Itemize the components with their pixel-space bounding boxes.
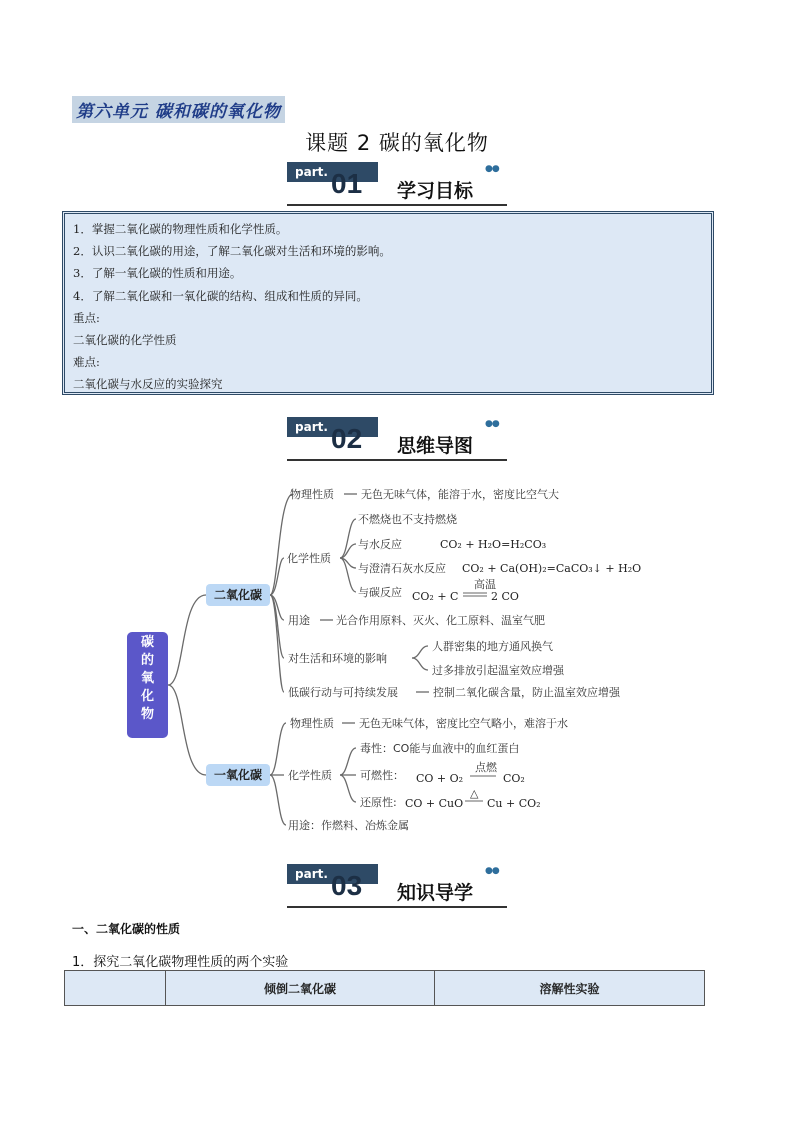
goal-line: 3．了解一氧化碳的性质和用途。 xyxy=(73,266,242,281)
root-node-char: 氧 xyxy=(140,671,155,686)
mind-map xyxy=(0,470,794,845)
co-use: 用途：作燃料、冶炼金属 xyxy=(288,819,409,832)
part-banner-03 xyxy=(287,864,507,908)
part-number: 03 xyxy=(331,870,363,901)
part-number: 02 xyxy=(331,423,363,454)
eq-co-reduce-left: CO + CuO xyxy=(405,797,464,810)
co2-impact-item: 人群密集的地方通风换气 xyxy=(432,640,553,653)
co2-physical-label: 物理性质 xyxy=(290,488,334,501)
co2-use-desc: 光合作用原料、灭火、化工原料、温室气肥 xyxy=(336,614,545,627)
goal-line: 4．了解二氧化碳和一氧化碳的结构、组成和性质的异同。 xyxy=(73,288,368,303)
co2-physical-desc: 无色无味气体，能溶于水，密度比空气大 xyxy=(361,488,559,501)
co-node-label: 一氧化碳 xyxy=(213,768,263,782)
co2-lowcarbon-label: 低碳行动与可持续发展 xyxy=(288,686,398,699)
eq-co-burn-cond: 点燃 xyxy=(475,761,497,774)
eq-co2-water: CO₂ + H₂O=H₂CO₃ xyxy=(440,538,547,551)
section-subheading: 1．探究二氧化碳物理性质的两个实验 xyxy=(72,955,289,970)
co-physical-desc: 无色无味气体，密度比空气略小，难溶于水 xyxy=(359,717,568,730)
root-node-char: 物 xyxy=(140,707,155,722)
eq-co2-carbon-left: CO₂ + C xyxy=(412,590,459,603)
part-banner-02 xyxy=(287,417,507,461)
part-banner-01 xyxy=(287,162,507,206)
root-node-char: 的 xyxy=(140,653,155,668)
co-flammable: 可燃性： xyxy=(360,769,404,782)
goal-line: 二氧化碳与水反应的实验探究 xyxy=(73,377,223,392)
co2-node-label: 二氧化碳 xyxy=(213,588,263,602)
root-node-char: 碳 xyxy=(140,635,155,650)
eq-co2-carbon-cond: 高温 xyxy=(474,578,496,591)
part-name: 知识导学 xyxy=(397,882,474,904)
co2-use-label: 用途 xyxy=(288,614,310,627)
eq-co2-carbon-right: 2 CO xyxy=(491,590,519,603)
table-row xyxy=(65,971,705,1006)
goal-line: 二氧化碳的化学性质 xyxy=(73,333,177,348)
co-physical-label: 物理性质 xyxy=(290,717,334,730)
lesson-title: 课题 2 碳的氧化物 xyxy=(305,131,489,155)
experiment-table xyxy=(64,970,705,1006)
co2-chem-item: 与水反应 xyxy=(358,538,402,551)
eq-co-burn-left: CO + O₂ xyxy=(416,772,464,785)
part-label: part. xyxy=(287,162,378,182)
co-toxic: 毒性：CO能与血液中的血红蛋白 xyxy=(360,742,520,755)
eq-co-reduce-right: Cu + CO₂ xyxy=(487,797,541,810)
eq-co-reduce-cond: △ xyxy=(470,787,479,800)
eq-co-burn-right: CO₂ xyxy=(503,772,525,785)
co2-impact-item: 过多排放引起温室效应增强 xyxy=(432,664,564,677)
goal-line: 重点: xyxy=(73,310,100,325)
co2-chemical-label: 化学性质 xyxy=(287,552,331,565)
root-node-label xyxy=(140,634,155,722)
part-label: part. xyxy=(287,417,378,437)
drops-icon: ●● xyxy=(485,164,499,174)
co-reducing: 还原性: xyxy=(360,796,397,809)
table-header-cell xyxy=(65,971,166,1006)
co-chemical-label: 化学性质 xyxy=(288,769,332,782)
co2-chem-item: 不燃烧也不支持燃烧 xyxy=(358,513,457,526)
eq-co2-lime: CO₂ + Ca(OH)₂=CaCO₃↓ + H₂O xyxy=(462,562,642,575)
drops-icon: ●● xyxy=(485,866,499,876)
section-heading: 一、二氧化碳的性质 xyxy=(72,922,181,936)
goal-line: 1．掌握二氧化碳的物理性质和化学性质。 xyxy=(73,222,288,236)
root-node-char: 化 xyxy=(140,689,155,704)
part-name: 思维导图 xyxy=(397,435,474,457)
part-name: 学习目标 xyxy=(397,180,474,202)
learning-goals-box xyxy=(62,211,714,395)
part-label: part. xyxy=(287,864,378,884)
co2-chem-item: 与澄清石灰水反应 xyxy=(358,562,446,575)
goal-line: 难点: xyxy=(73,355,100,370)
table-header-cell: 倾倒二氧化碳 xyxy=(166,971,435,1006)
goal-line: 2．认识二氧化碳的用途，了解二氧化碳对生活和环境的影响。 xyxy=(73,244,391,259)
co2-impact-label: 对生活和环境的影响 xyxy=(288,652,387,665)
table-header-cell: 溶解性实验 xyxy=(435,971,705,1006)
co2-lowcarbon-desc: 控制二氧化碳含量，防止温室效应增强 xyxy=(433,686,620,699)
co2-chem-item: 与碳反应 xyxy=(358,586,402,599)
unit-title: 第六单元 碳和碳的氧化物 xyxy=(72,96,285,123)
part-number: 01 xyxy=(331,168,363,199)
drops-icon: ●● xyxy=(485,419,499,429)
